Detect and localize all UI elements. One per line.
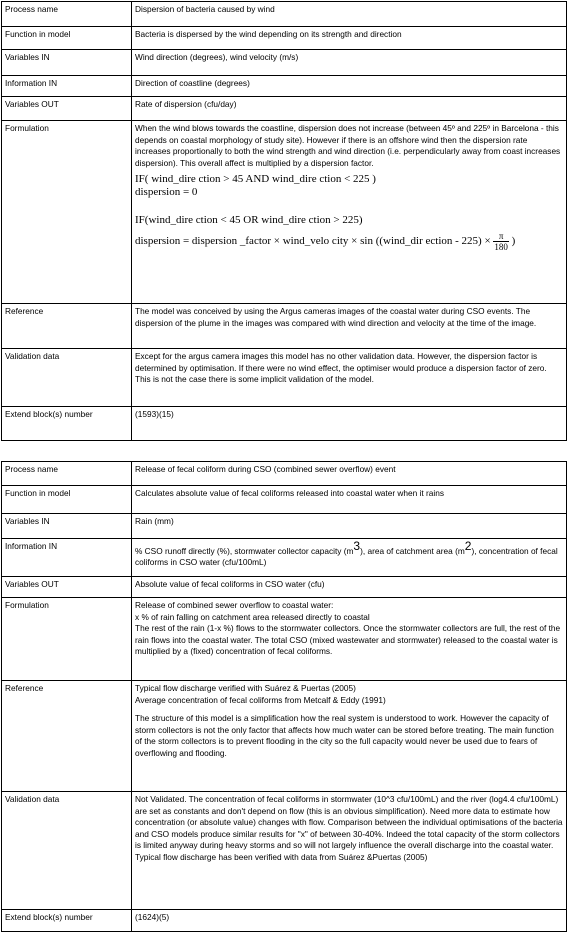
formulation-text: When the wind blows towards the coastline, dispersion does not increase (between 45º and 225º in Barcelona - this depends on coastal morphology of study site). However if there is an offshore wind then the dispersion rate increases proportionally to both the wind strength and wind direction (i.e. perpendicularly away from coast increases dispersion). This overall affect is multiplied by a dispersion factor. [135, 123, 561, 168]
row-value: Wind direction (degrees), wind velocity (m/s) [132, 50, 567, 76]
info-text: ), area of catchment area (m [360, 545, 465, 556]
row-value: Bacteria is dispersed by the wind depending on its strength and direction [132, 27, 567, 50]
formulation-line: x % of rain falling on catchment area released directly to coastal [135, 611, 370, 622]
table-row [2, 539, 567, 577]
row-value: The model was conceived by using the Argus cameras images of the coastal water during CSO events. The dispersion of the plume in the images was compared with wind direction and velocity at the time of the image. [132, 304, 567, 349]
formulation-line: Release of combined sewer overflow to coastal water: [135, 600, 334, 610]
row-value: Release of fecal coliform during CSO (combined sewer overflow) event [132, 462, 567, 486]
row-key: Extend block(s) number [2, 910, 132, 932]
table-row [2, 910, 567, 932]
row-key: Extend block(s) number [2, 407, 132, 441]
info-text: ), concentration of fecal coliforms in CSO water (cfu/100mL) [135, 545, 558, 568]
row-key: Variables IN [2, 50, 132, 76]
table-row [2, 462, 567, 486]
row-value: Absolute value of fecal coliforms in CSO water (cfu) [132, 577, 567, 598]
row-key: Information IN [2, 539, 132, 577]
formula-line: IF( wind_dire ction > 45 AND wind_dire ction < 225 ) [135, 173, 376, 185]
formulation-cell [132, 121, 567, 304]
table-row [2, 304, 567, 349]
formula-line: IF(wind_dire ction < 45 OR wind_dire ction > 225) [135, 214, 363, 226]
row-key: Information IN [2, 76, 132, 97]
row-key: Function in model [2, 486, 132, 514]
row-key: Function in model [2, 27, 132, 50]
table-row [2, 97, 567, 121]
table-row [2, 2, 567, 27]
table-row [2, 792, 567, 910]
row-value [132, 598, 567, 681]
formulation-line: The rest of the rain (1-x %) flows to the stormwater collectors. Once the stormwater collectors are full, the rest of the rain flows into the coastal water. The total CSO (mixed wastewater and stormwater) released to the coastal water is multiplied by a (fixed) concentration of fecal coliforms. [135, 623, 561, 656]
info-text: % CSO runoff directly (%), stormwater collector capacity (m [135, 545, 354, 556]
table-row [2, 50, 567, 76]
row-value: Dispersion of bacteria caused by wind [132, 2, 567, 27]
row-value: Calculates absolute value of fecal coliforms released into coastal water when it rains [132, 486, 567, 514]
row-key: Formulation [2, 598, 132, 681]
reference-line: Average concentration of fecal coliforms from Metcalf & Eddy (1991) [135, 694, 386, 705]
row-key: Process name [2, 462, 132, 486]
row-key: Variables OUT [2, 97, 132, 121]
process-table-cso-release [1, 461, 567, 932]
formula-close: ) [511, 235, 516, 248]
reference-line: Typical flow discharge verified with Suárez & Puertas (2005) [135, 683, 356, 693]
row-value: Not Validated. The concentration of fecal coliforms in stormwater (10^3 cfu/100mL) and the river (log4.4 cfu/100mL) are set as constants and don't depend on flow (this is an obvious simplification). Need more data to estimate how concentration (or absolute value) changes with flow. Comparison between the individual optimisations of the bacteria and CSO models produce similar results for "x" of between 30-40%. Indeed the total capacity of the storm collectors is limited anyway during heavy storms and so will not largely influence the overall discharge into the coastal water. Typical flow discharge has been verified with data from Suárez &Puertas (2005) [132, 792, 567, 910]
row-key: Reference [2, 304, 132, 349]
table-row [2, 76, 567, 97]
table-row-formulation [2, 598, 567, 681]
row-value [132, 681, 567, 792]
row-key: Validation data [2, 349, 132, 407]
row-value: Except for the argus camera images this model has no other validation data. However, the dispersion factor is determined by optimisation. If there were no wind effect, the optimiser would produce a dispersion factor of zero. This is not the case there is some implicit validation of the model. [132, 349, 567, 407]
row-value [132, 539, 567, 577]
reference-line: The structure of this model is a simplification how the real system is understood to work. However the capacity of storm collectors is not the only factor that affects how much water can be stored before treating. The main function of the storm collectors is to prevent flooding in the city so the full capacity would never be used due to fears of overflowing and flooding. [135, 713, 554, 758]
table-row-formulation [2, 121, 567, 304]
row-value: Direction of coastline (degrees) [132, 76, 567, 97]
row-key: Variables IN [2, 514, 132, 539]
superscript: 3 [353, 539, 361, 553]
table-row [2, 349, 567, 407]
fraction-denominator: 180 [494, 242, 508, 252]
formula-block [135, 173, 563, 252]
table-row [2, 486, 567, 514]
row-value: Rain (mm) [132, 514, 567, 539]
formula-text: dispersion = dispersion _factor × wind_velo city × sin ((wind_dir ection - 225) × [135, 235, 491, 248]
table-row [2, 514, 567, 539]
row-value: (1624)(5) [132, 910, 567, 932]
row-key: Validation data [2, 792, 132, 910]
table-row [2, 681, 567, 792]
table-row [2, 577, 567, 598]
table-row [2, 27, 567, 50]
row-value: Rate of dispersion (cfu/day) [132, 97, 567, 121]
row-key: Reference [2, 681, 132, 792]
table-row [2, 407, 567, 441]
superscript: 2 [464, 539, 472, 553]
fraction [493, 231, 509, 252]
row-key: Process name [2, 2, 132, 27]
row-key: Formulation [2, 121, 132, 304]
row-key: Variables OUT [2, 577, 132, 598]
formula-line: dispersion = 0 [135, 186, 198, 198]
row-value: (1593)(15) [132, 407, 567, 441]
fraction-numerator: π [493, 231, 509, 242]
formula-line-fraction [135, 231, 563, 252]
process-table-wind-dispersion [1, 1, 567, 441]
